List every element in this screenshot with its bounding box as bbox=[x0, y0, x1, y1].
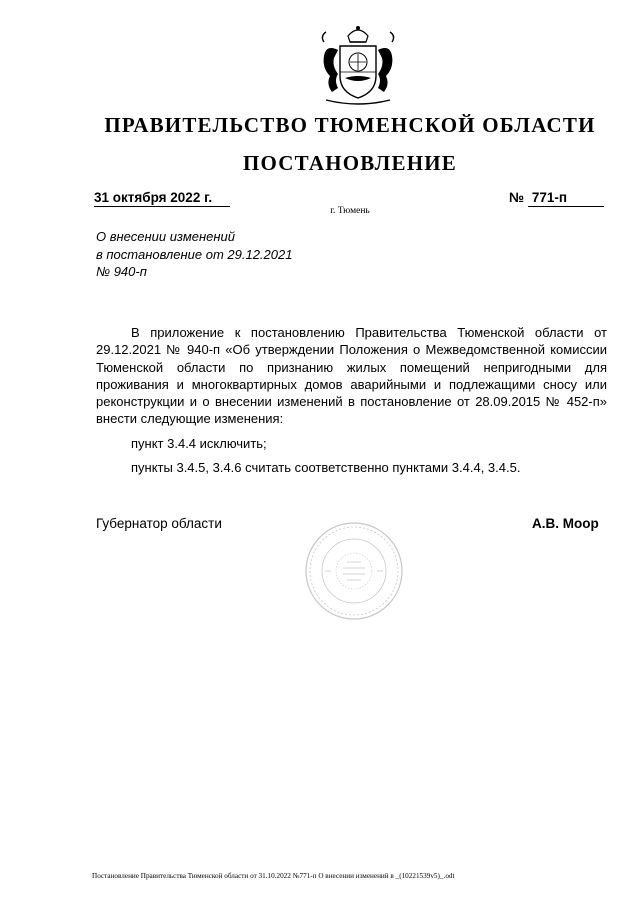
body-item: пункт 3.4.4 исключить; bbox=[131, 435, 267, 451]
decree-body bbox=[96, 324, 607, 476]
decree-subject bbox=[96, 228, 292, 281]
signer-name: А.В. Моор bbox=[532, 516, 599, 531]
decree-number-block bbox=[509, 189, 604, 207]
government-title: ПРАВИТЕЛЬСТВО ТЮМЕНСКОЙ ОБЛАСТИ bbox=[104, 113, 596, 137]
coat-of-arms-icon bbox=[312, 22, 404, 108]
city-label: г. Тюмень bbox=[330, 206, 370, 216]
body-item: пункты 3.4.5, 3.4.6 считать соответственно пунктами 3.4.4, 3.4.5. bbox=[131, 460, 521, 476]
decree-number: 771-п bbox=[528, 189, 604, 207]
document-footer: Постановление Правительства Тюменской области от 31.10.2022 №771-п О внесении изменений в _(10221539v5)_.odt bbox=[92, 872, 455, 880]
document-type-title: ПОСТАНОВЛЕНИЕ bbox=[242, 151, 458, 175]
subject-line: О внесении изменений bbox=[96, 229, 235, 244]
official-seal-icon bbox=[303, 520, 405, 622]
subject-line: в постановление от 29.12.2021 bbox=[96, 246, 293, 262]
subject-line: № 940-п bbox=[96, 264, 147, 279]
decree-date: 31 октября 2022 г. bbox=[94, 189, 230, 207]
signer-title: Губернатор области bbox=[96, 516, 222, 531]
number-sign: № bbox=[509, 190, 525, 205]
body-paragraph: В приложение к постановлению Правительства Тюменской области от 29.12.2021 № 940-п «Об утверждении Положения о Межведомственной комиссии Тюменской области по признанию жилых помещений непригодными для проживания и многоквартирных домов аварийными и подлежащими сносу или реконструкции и о внесении изменений в постановление от 28.09.2015 № 452-п» внести следующие изменения: bbox=[96, 325, 607, 427]
